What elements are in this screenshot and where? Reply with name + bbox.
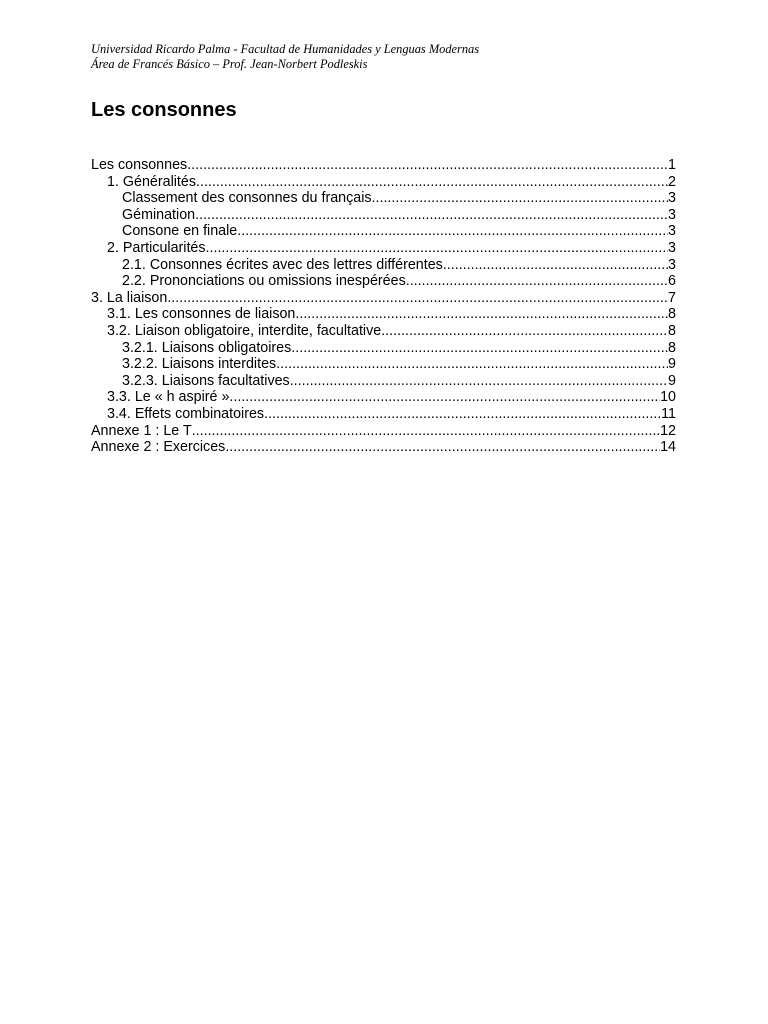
toc-dot-leader (167, 290, 668, 307)
toc-entry-page-number: 12 (660, 422, 676, 439)
toc-entry-page-number: 14 (660, 439, 676, 456)
toc-entry[interactable] (91, 223, 676, 240)
toc-dot-leader (443, 257, 668, 274)
toc-entry-label: 3.2.1. Liaisons obligatoires (122, 339, 292, 356)
toc-dot-leader (406, 273, 668, 290)
toc-entry-page-number: 11 (661, 405, 676, 422)
toc-entry-label: 3.2.2. Liaisons interdites (122, 356, 277, 373)
toc-entry[interactable] (91, 406, 676, 423)
toc-entry[interactable] (91, 373, 676, 390)
toc-entry[interactable] (91, 157, 676, 174)
toc-entry-page-number: 8 (668, 306, 676, 323)
toc-entry-page-number: 3 (668, 223, 676, 240)
toc-dot-leader (290, 373, 668, 390)
toc-dot-leader (295, 306, 668, 323)
toc-entry[interactable] (91, 174, 676, 191)
toc-entry[interactable] (91, 389, 676, 406)
toc-entry-label: Consone en finale (122, 223, 238, 240)
toc-entry-label: Gémination (122, 206, 196, 223)
toc-entry-page-number: 3 (668, 206, 676, 223)
toc-entry[interactable] (91, 439, 676, 456)
toc-entry-label: 3.3. Le « h aspiré » (107, 389, 230, 406)
toc-entry-label: 3. La liaison (91, 289, 168, 306)
toc-entry[interactable] (91, 340, 676, 357)
toc-dot-leader (237, 223, 668, 240)
toc-entry[interactable] (91, 257, 676, 274)
toc-entry-label: 1. Généralités (107, 173, 197, 190)
toc-entry-label: 3.2.3. Liaisons facultatives (122, 372, 290, 389)
toc-entry-label: 3.2. Liaison obligatoire, interdite, facultative (107, 322, 382, 339)
toc-entry-label: 3.1. Les consonnes de liaison (107, 306, 296, 323)
toc-dot-leader (276, 356, 668, 373)
toc-entry-page-number: 7 (668, 289, 676, 306)
toc-entry-label: Les consonnes (91, 157, 188, 173)
toc-dot-leader (229, 389, 660, 406)
toc-entry-page-number: 9 (668, 356, 676, 373)
document-page (91, 42, 676, 456)
toc-dot-leader (225, 439, 660, 456)
toc-dot-leader (291, 340, 668, 357)
toc-entry-label: 2.1. Consonnes écrites avec des lettres différentes (122, 256, 443, 273)
toc-entry-page-number: 3 (668, 190, 676, 207)
toc-dot-leader (206, 240, 669, 257)
toc-entry[interactable] (91, 306, 676, 323)
toc-dot-leader (196, 174, 668, 191)
toc-dot-leader (372, 190, 669, 207)
toc-dot-leader (264, 406, 661, 423)
toc-entry[interactable] (91, 290, 676, 307)
toc-entry-page-number: 6 (668, 273, 676, 290)
page-title: Les consonnes (91, 99, 237, 121)
toc-entry-page-number: 2 (668, 173, 676, 190)
toc-entry-page-number: 3 (668, 239, 676, 256)
toc-entry[interactable] (91, 240, 676, 257)
toc-dot-leader (187, 157, 668, 174)
toc-entry[interactable] (91, 423, 676, 440)
toc-dot-leader (192, 423, 660, 440)
toc-entry[interactable] (91, 273, 676, 290)
toc-entry-page-number: 9 (668, 372, 676, 389)
toc-dot-leader (381, 323, 668, 340)
toc-dot-leader (195, 207, 668, 224)
toc-entry[interactable] (91, 356, 676, 373)
toc-entry[interactable] (91, 323, 676, 340)
toc-entry-label: Annexe 1 : Le T (91, 422, 192, 439)
toc-entry-label: 2.2. Prononciations ou omissions inespérées (122, 273, 406, 290)
toc-entry-page-number: 8 (668, 322, 676, 339)
header-course: Área de Francés Básico – Prof. Jean-Norbert Podleskis (91, 57, 368, 71)
toc-entry-page-number: 8 (668, 339, 676, 356)
toc-entry[interactable] (91, 190, 676, 207)
toc-entry-label: Classement des consonnes du français (122, 190, 372, 207)
toc-entry-page-number: 10 (660, 389, 676, 406)
toc-entry[interactable] (91, 207, 676, 224)
toc-entry-label: 3.4. Effets combinatoires (107, 405, 265, 422)
header-institution: Universidad Ricardo Palma - Facultad de Humanidades y Lenguas Modernas (91, 42, 480, 56)
toc-entry-label: Annexe 2 : Exercices (91, 439, 226, 456)
toc-entry-page-number: 3 (668, 256, 676, 273)
toc-entry-label: 2. Particularités (107, 239, 206, 256)
toc-entry-page-number: 1 (668, 157, 676, 173)
table-of-contents (91, 157, 676, 456)
